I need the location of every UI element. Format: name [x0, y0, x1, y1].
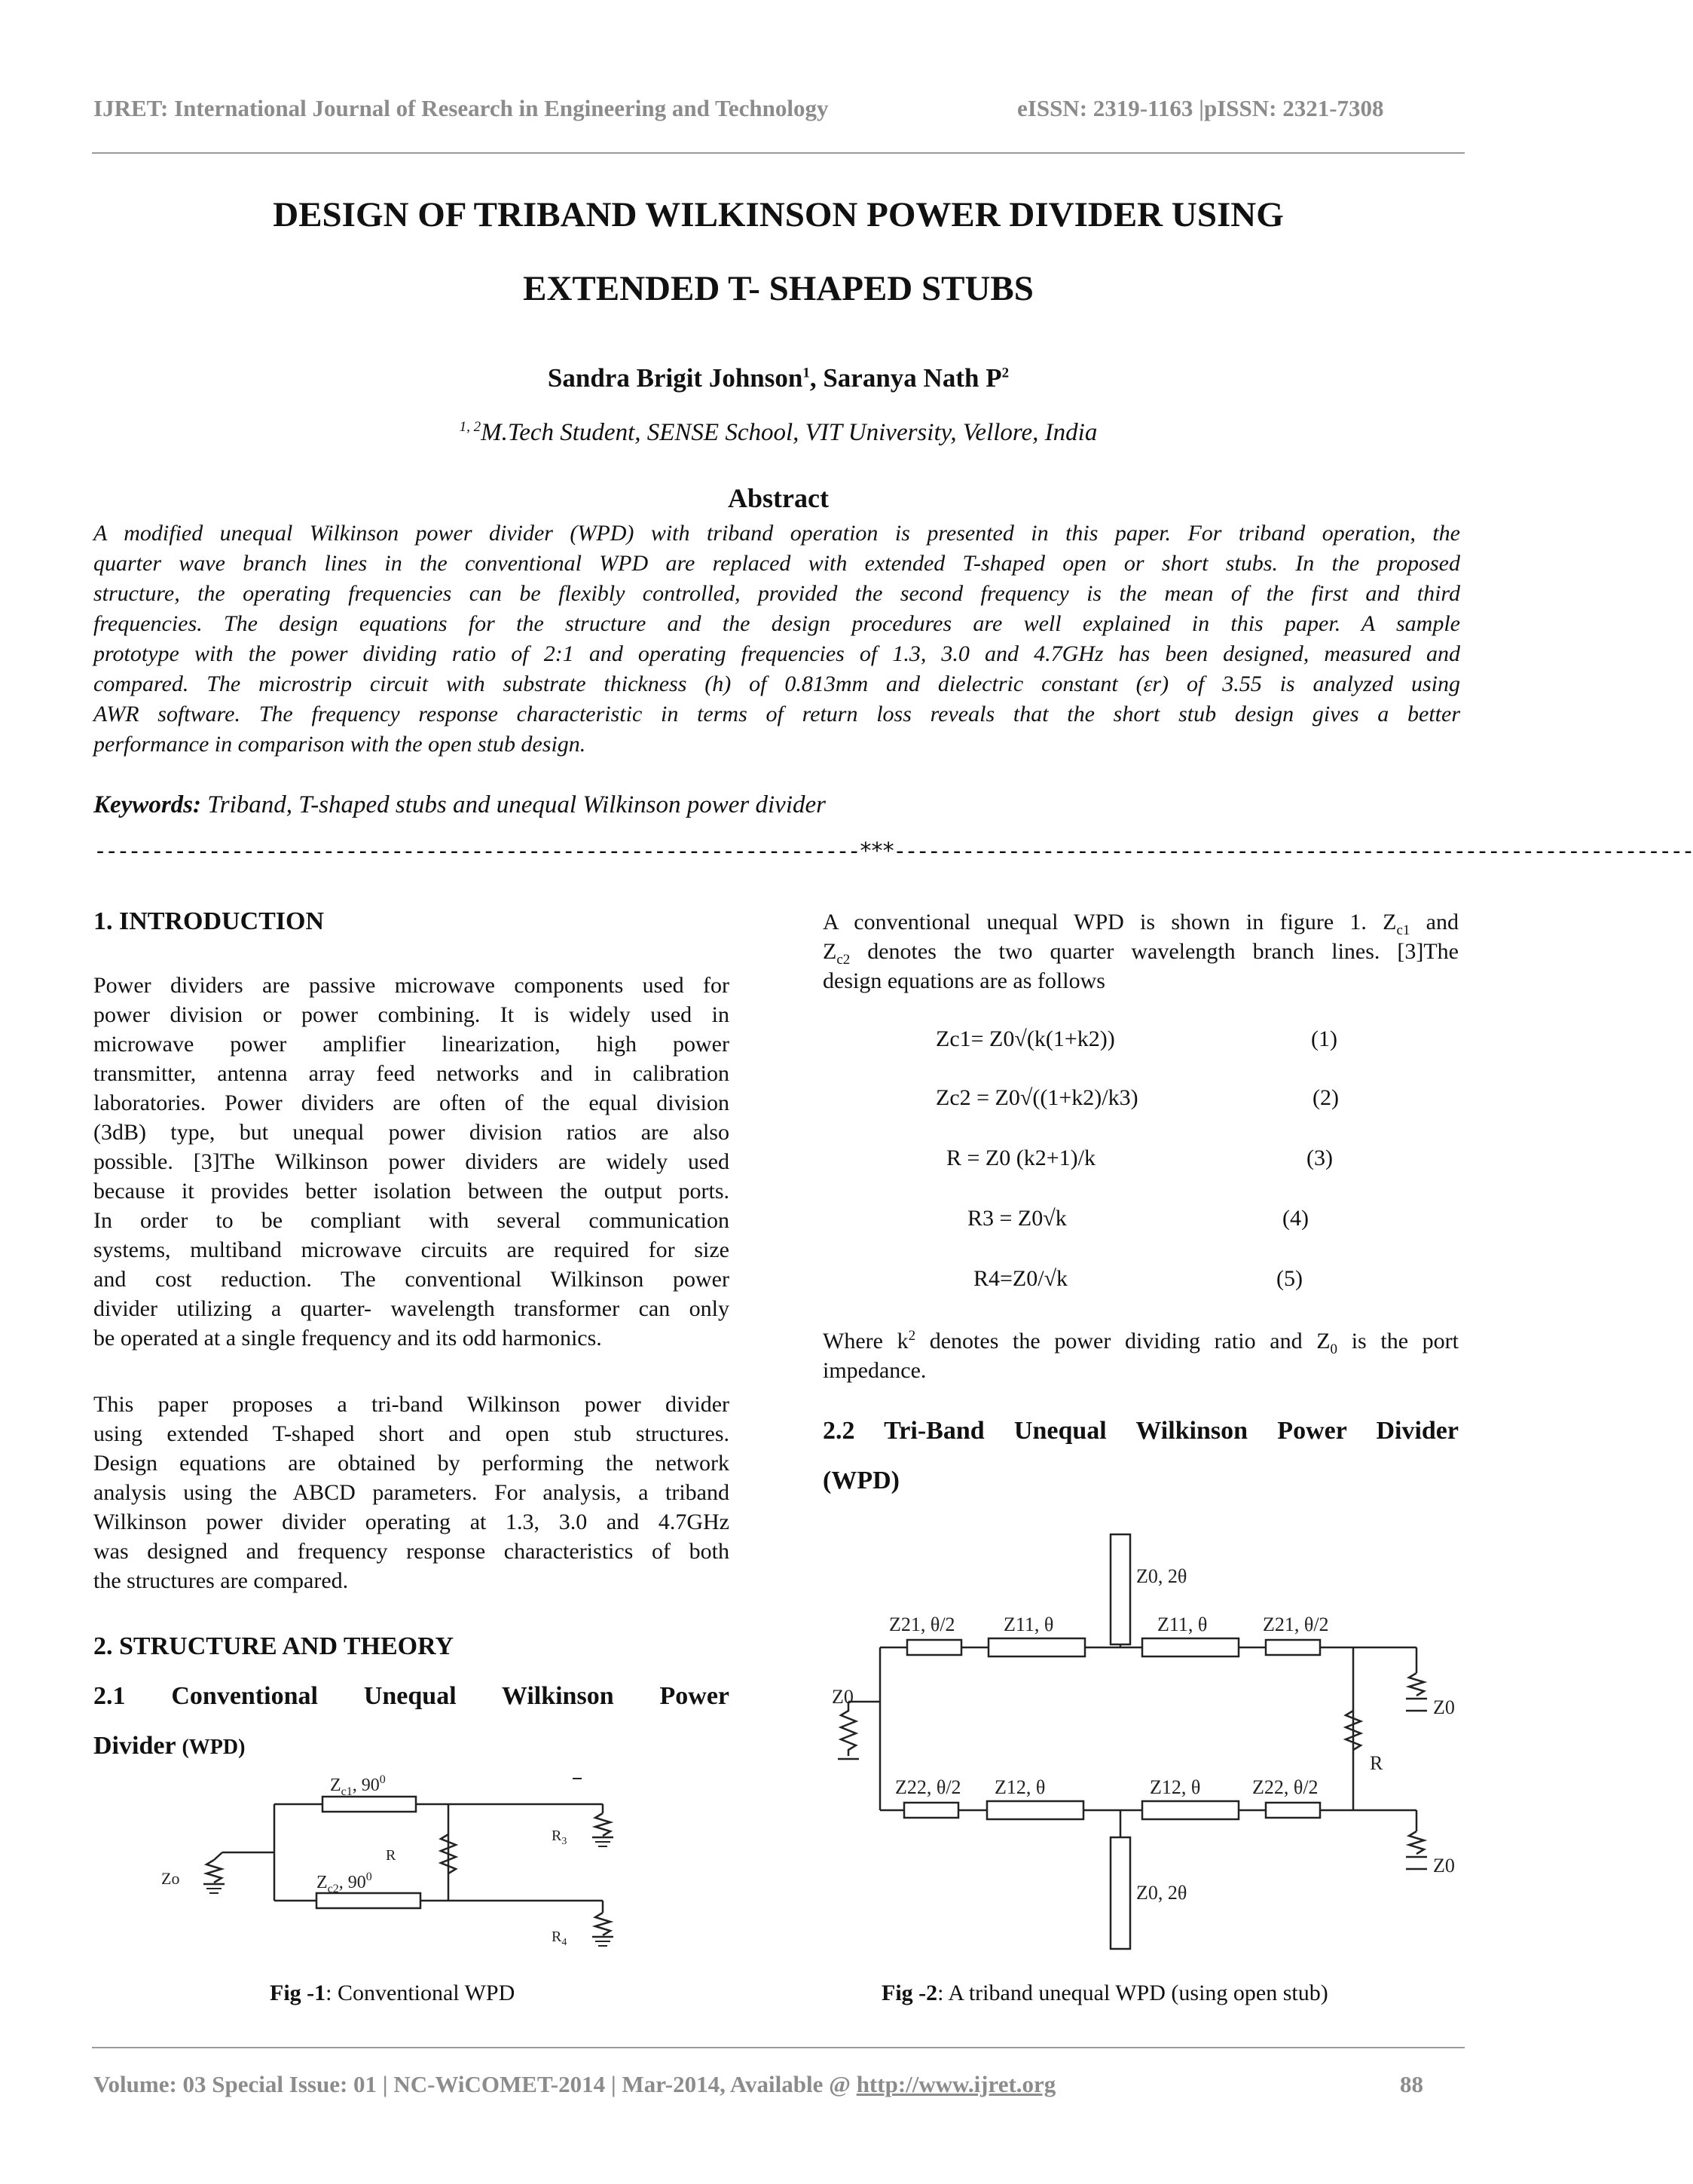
equation-5: R4=Z0/√k: [973, 1266, 1068, 1291]
page-number: 88: [1400, 2071, 1423, 2097]
label-zc1: Z: [330, 1776, 341, 1795]
intro-heading: 1. INTRODUCTION: [93, 907, 325, 935]
structure-heading: 2. STRUCTURE AND THEORY: [93, 1632, 454, 1660]
subsection-2-2-line1: 2.2 Tri-Band Unequal Wilkinson Power Divider: [823, 1417, 1459, 1445]
issn-header: eISSN: 2319-1163 |pISSN: 2321-7308: [1017, 95, 1384, 121]
svg-text:Zc1, 900: $Z_{c1}$, $90^0$: [330, 1773, 386, 1798]
label-load-z0-bottom: Z0: [1433, 1855, 1455, 1877]
subsection-2-1-line1: 2.1 Conventional Unequal Wilkinson Power: [93, 1682, 729, 1710]
footer-link[interactable]: http://www.ijret.org: [856, 2071, 1056, 2097]
abstract-heading: Abstract: [728, 483, 829, 513]
equation-3-number: (3): [1306, 1146, 1333, 1170]
label-z11-left: Z11, θ: [1004, 1614, 1054, 1635]
fig1-conventional-wpd-diagram: [151, 1771, 648, 1959]
label-zc2: Z: [316, 1873, 328, 1892]
label-z12-right: Z12, θ: [1150, 1776, 1201, 1798]
label-z11-right: Z11, θ: [1157, 1614, 1208, 1635]
section-separator: -------------------------------------------------------------------***----------------------------------------------------------------------: [93, 838, 1693, 864]
equation-1-number: (1): [1311, 1026, 1337, 1051]
label-stub-top: Z0, 2θ: [1136, 1565, 1187, 1587]
z21-line-left: [907, 1640, 961, 1655]
intro-para-1: Power dividers are passive microwave components used for power division or power combining. It is widely used in microwave power amplifier linearization, high power transmitter, antenna array feed networks and in calibration laboratories. Power dividers are often of the equal division (3dB) type, but unequal power division ratios are also possible. [3]The Wilkinson power dividers are widely used because it provides better isolation between the output ports. In order to be compliant with several communication systems, multiband microwave circuits are required for size and cost reduction. The conventional Wilkinson power divider utilizing a quarter- wavelength transformer can only be operated at a single frequency and its odd harmonics.: [93, 973, 729, 1350]
label-z22-left: Z22, θ/2: [895, 1776, 961, 1798]
equation-1: Zc1= Z0√(k(1+k2)): [936, 1026, 1115, 1051]
zc2-branch-line: [316, 1893, 420, 1908]
abstract-line: AWR software. The frequency response characteristic in terms of return loss reveals that the short stub design gives a better: [93, 702, 1460, 726]
keywords-label: Keywords:: [93, 791, 201, 818]
z11-line-left: [989, 1638, 1085, 1656]
abstract-body: [93, 518, 1460, 760]
label-r4: R: [552, 1929, 562, 1945]
footer-volume: Volume: 03 Special Issue: 01 | NC-WiCOMET-2014 | Mar-2014, Available @ http://www.ijret.org: [93, 2071, 1056, 2097]
r3-resistor: [595, 1813, 610, 1836]
zo-resistor: [206, 1860, 222, 1883]
equation-5-number: (5): [1276, 1266, 1303, 1291]
svg-text:R4: $R_4$: [552, 1929, 567, 1948]
label-r3: R: [552, 1828, 562, 1844]
abstract-line: prototype with the power dividing ratio of 2:1 and operating frequencies of 1.3, 3.0 and 4.7GHz has been designed, measured and: [93, 641, 1460, 666]
equation-4-number: (4): [1282, 1206, 1309, 1231]
abstract-line: A modified unequal Wilkinson power divider (WPD) with triband operation is presented in this paper. For triband operation, the: [93, 521, 1460, 546]
label-z12-left: Z12, θ: [995, 1776, 1046, 1798]
zc1-branch-line: [322, 1797, 416, 1812]
authors: Sandra Brigit Johnson$^1$, Saranya Nath $P^2$: [547, 363, 1010, 393]
subsection-2-2-line2: (WPD): [823, 1467, 900, 1494]
paper-title-line1: DESIGN OF TRIBAND WILKINSON POWER DIVIDER USING: [273, 195, 1284, 234]
open-stub-bottom: [1111, 1837, 1130, 1949]
equation-4: R3 = Z0√k: [967, 1206, 1067, 1231]
intro-para-2: This paper proposes a tri-band Wilkinson power divider using extended T-shaped short and open stub structures. Design equations are obtained by performing the network analysis using the ABCD parameters. For analysis, a triband Wilkinson power divider operating at 1.3, 3.0 and 4.7GHz was designed and frequency response characteristics of both the structures are compared.: [93, 1392, 729, 1593]
label-z22-right: Z22, θ/2: [1252, 1776, 1319, 1798]
label-stub-bottom: Z0, 2θ: [1136, 1882, 1187, 1904]
fig2-triband-wpd-diagram: [826, 1530, 1474, 1952]
right-para-2: Where $k^2$ denotes the power dividing ratio and $Z_0$ is the port impedance.: [823, 1328, 1459, 1383]
z0-load-resistor-top: [1409, 1673, 1424, 1696]
equation-2-number: (2): [1313, 1085, 1339, 1110]
r4-resistor: [595, 1913, 610, 1935]
fig2-caption: Fig -2: A triband unequal WPD (using open stub): [882, 1981, 1328, 2005]
keywords: Keywords: Triband, T-shaped stubs and unequal Wilkinson power divider: [93, 791, 826, 818]
z12-line-right: [1142, 1801, 1239, 1819]
svg-text:Zc2, 900: $Z_{c2}$, $90^0$: [316, 1870, 372, 1895]
abstract-line: structure, the operating frequencies can be flexibly controlled, provided the second frequency is the mean of the first and third: [93, 581, 1460, 606]
label-port-z0: Z0: [832, 1686, 854, 1708]
footer-rule: [92, 2047, 1465, 2048]
z12-line-left: [987, 1801, 1083, 1819]
author-2: Saranya Nath P: [823, 363, 1002, 393]
abstract-line: compared. The microstrip circuit with substrate thickness (h) of 0.813mm and dielectric constant (εr) of 3.55 is analyzed using: [93, 671, 1460, 696]
fig2-label: Fig -2: [882, 1981, 938, 2005]
author-1: Sandra Brigit Johnson: [547, 363, 803, 393]
label-z21-left: Z21, θ/2: [889, 1614, 955, 1635]
label-load-z0-top: Z0: [1433, 1696, 1455, 1718]
z0-load-resistor-bottom: [1409, 1831, 1424, 1854]
journal-header: IJRET: International Journal of Research in Engineering and Technology: [93, 95, 829, 121]
open-stub-top: [1111, 1534, 1130, 1644]
z22-line-right: [1266, 1803, 1320, 1818]
header-rule: [92, 152, 1465, 154]
label-r: R: [1370, 1752, 1383, 1774]
abstract-line: frequencies. The design equations for the structure and the design procedures are well explained in this paper. A sample: [93, 611, 1460, 636]
label-zo: Zo: [161, 1869, 180, 1888]
subsection-2-1-line2: Divider (WPD): [93, 1732, 246, 1760]
abstract-line: quarter wave branch lines in the conventional WPD are replaced with extended T-shaped open or short stubs. In the proposed: [93, 551, 1460, 576]
affiliation: $^{1, 2}$M.Tech Student, SENSE School, VIT University, Vellore, India: [459, 419, 1098, 446]
paper-title-line2: EXTENDED T- SHAPED STUBS: [523, 269, 1034, 308]
right-para-1: A conventional unequal WPD is shown in figure 1. $Z_{c1}$ and $Z_{c2}$ denotes the two quarter wavelength branch lines. [3]The design equations are as follows: [823, 910, 1459, 993]
port-z0-resistor: [841, 1702, 856, 1756]
fig1-caption: Fig -1: Conventional WPD: [270, 1981, 515, 2005]
z21-line-right: [1266, 1640, 1320, 1655]
abstract-line: performance in comparison with the open stub design.: [93, 732, 586, 757]
z11-line-right: [1142, 1638, 1239, 1656]
equation-3: R = Z0 (k2+1)/k: [946, 1146, 1096, 1170]
fig1-label: Fig -1: [270, 1981, 326, 2005]
equation-2: Zc2 = Z0√((1+k2)/k3): [936, 1085, 1138, 1110]
label-r: R: [386, 1847, 396, 1864]
z22-line-left: [904, 1803, 958, 1818]
label-z21-right: Z21, θ/2: [1263, 1614, 1329, 1635]
svg-text:R3: $R_3$: [552, 1828, 567, 1847]
